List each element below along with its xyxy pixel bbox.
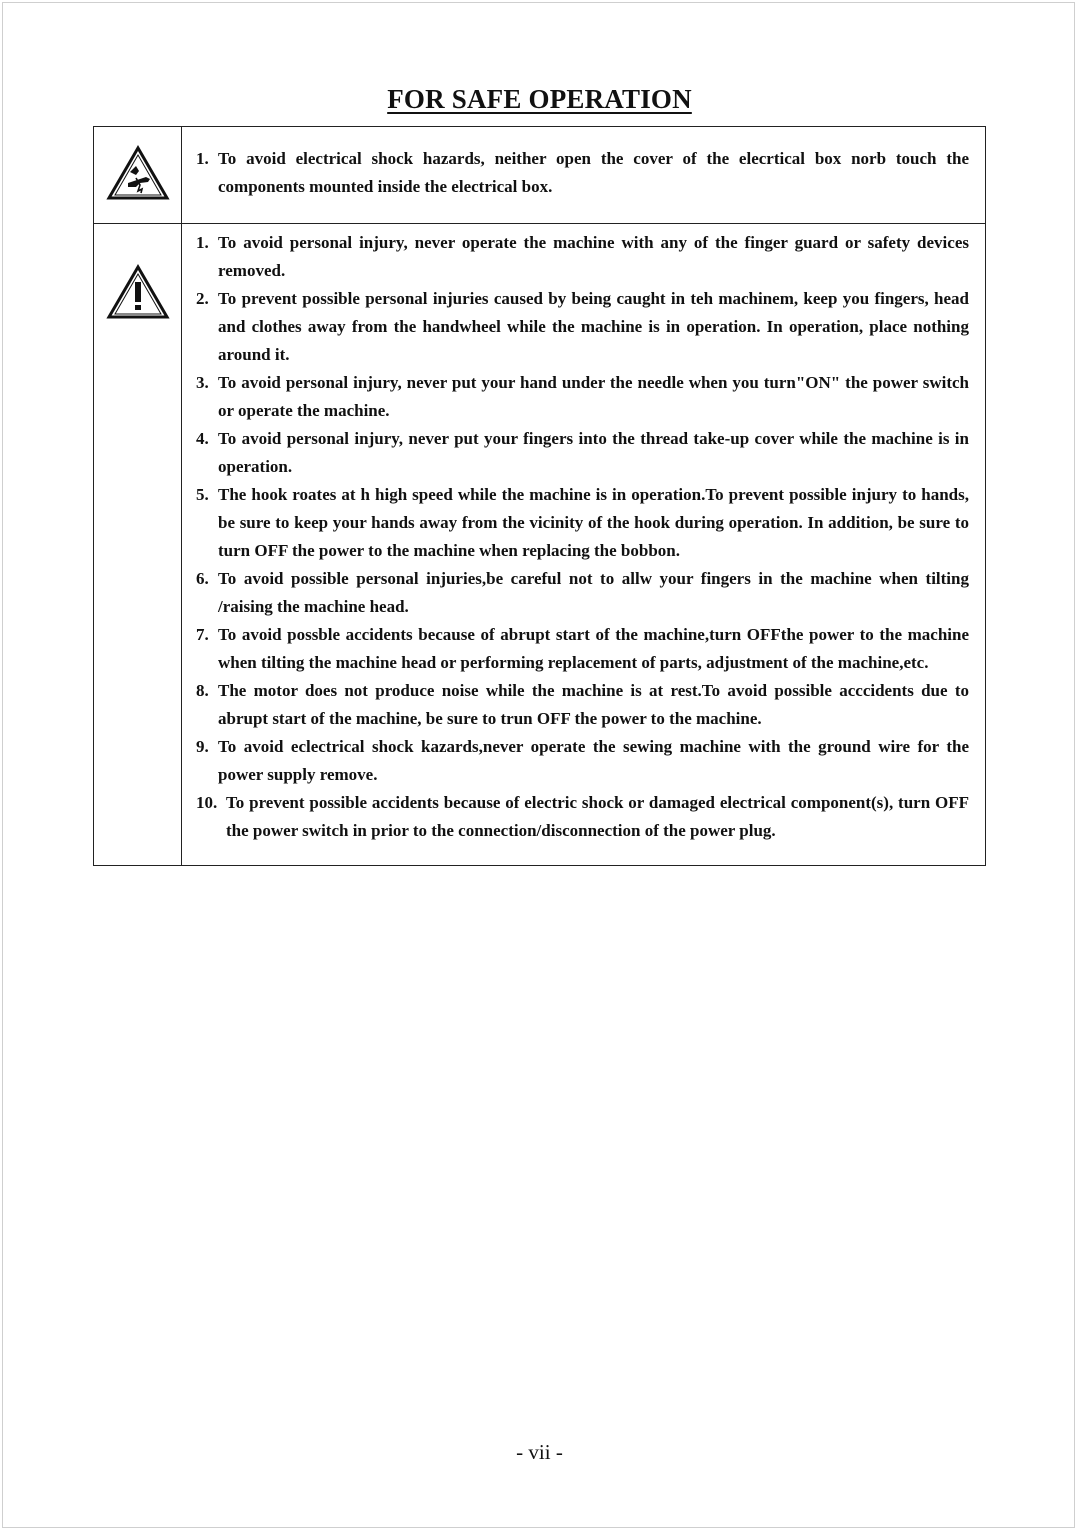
list-item (196, 677, 969, 733)
item-number: 4. (196, 429, 209, 448)
electric-shock-icon-cell (94, 127, 182, 224)
item-number: 9. (196, 737, 209, 756)
list-item (196, 621, 969, 677)
list-item (196, 285, 969, 369)
item-number: 7. (196, 625, 209, 644)
item-number: 10. (196, 793, 218, 812)
safety-table (93, 126, 986, 866)
caution-icon-cell (94, 224, 182, 866)
list-item (196, 145, 969, 201)
list-item (196, 369, 969, 425)
caution-exclamation-icon (106, 264, 170, 320)
list-item (196, 733, 969, 789)
item-text: To avoid personal injury, never put your fingers into the thread take-up cover while the machine is in operation. (218, 429, 969, 476)
page-number: - vii - (516, 1440, 563, 1464)
list-item (196, 229, 969, 285)
list-item (196, 425, 969, 481)
item-text: To prevent possible accidents because of electric shock or damaged electrical component(s), turn OFF the power switch in prior to the connection/disconnection of the power plug. (226, 793, 969, 840)
item-text: The motor does not produce noise while the machine is at rest.To avoid possible acccidents due to abrupt start of the machine, be sure to trun OFF the power to the machine. (218, 681, 969, 728)
list-item (196, 789, 969, 845)
item-text: To avoid electrical shock hazards, neither open the cover of the elecrtical box norb touch the components mounted inside the electrical box. (218, 149, 969, 196)
item-number: 1. (196, 149, 209, 168)
item-text: To prevent possible personal injuries caused by being caught in teh machinem, keep you fingers, head and clothes away from the handwheel while the machine is in operation. In operation, place nothing around it. (218, 289, 969, 364)
caution-list (196, 224, 969, 865)
electrical-warning-list (196, 127, 969, 223)
item-text: To avoid eclectrical shock kazards,never operate the sewing machine with the ground wire for the power supply remove. (218, 737, 969, 784)
item-number: 5. (196, 485, 209, 504)
item-text: To avoid possible personal injuries,be careful not to allw your fingers in the machine when tilting /raising the machine head. (218, 569, 969, 616)
item-number: 3. (196, 373, 209, 392)
item-text: The hook roates at h high speed while the machine is in operation.To prevent possible injury to hands, be sure to keep your hands away from the vicinity of the hook during operation. In addition, be sure to turn OFF the power to the machine when replacing the bobbon. (218, 485, 969, 560)
caution-row (94, 224, 986, 866)
item-number: 6. (196, 569, 209, 588)
item-number: 8. (196, 681, 209, 700)
page-title-text: FOR SAFE OPERATION (387, 84, 692, 114)
electrical-warning-row (94, 127, 986, 224)
item-number: 2. (196, 289, 209, 308)
caution-text-cell (182, 224, 986, 866)
list-item (196, 565, 969, 621)
list-item (196, 481, 969, 565)
item-number: 1. (196, 233, 209, 252)
electric-shock-warning-icon (106, 145, 170, 201)
page-title (0, 84, 1079, 115)
item-text: To avoid possble accidents because of abrupt start of the machine,turn OFFthe power to the machine when tilting the machine head or performing replacement of parts, adjustment of the machine,etc. (218, 625, 969, 672)
electrical-warning-text-cell (182, 127, 986, 224)
item-text: To avoid personal injury, never put your hand under the needle when you turn"ON" the power switch or operate the machine. (218, 373, 969, 420)
item-text: To avoid personal injury, never operate the machine with any of the finger guard or safety devices removed. (218, 233, 969, 280)
